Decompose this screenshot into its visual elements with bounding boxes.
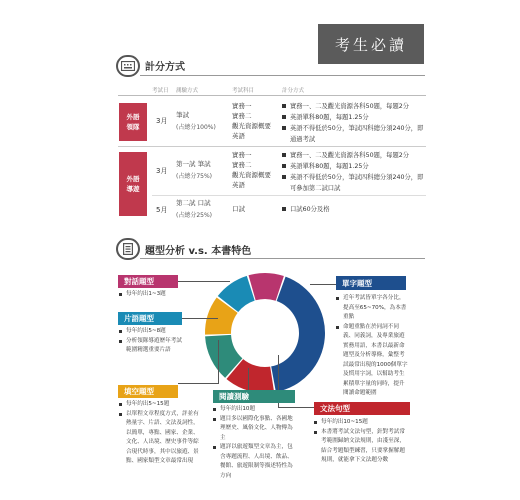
document-icon	[116, 238, 140, 260]
category-dialogue: 對話題型	[118, 275, 178, 288]
category-vocabulary: 單字題型	[336, 276, 406, 290]
category-phrase: 片語題型	[118, 312, 182, 325]
section-divider	[140, 258, 425, 259]
row-exam-type: 筆試	[176, 111, 189, 119]
row-exam-type: 第二試 口試	[176, 199, 211, 207]
row-divider	[152, 195, 426, 196]
table-header-line	[118, 95, 426, 96]
row-month: 3月	[156, 117, 168, 125]
row-subjects: 口試	[232, 205, 245, 213]
row-divider	[118, 146, 426, 147]
row-month: 5月	[156, 206, 168, 214]
row-rules: 口試60分及格	[282, 204, 427, 215]
section-title-analysis: 題型分析 v.s. 本書特色	[145, 246, 252, 257]
row-weight: (占總分75%)	[176, 173, 213, 180]
header-exam-date: 考試日	[152, 88, 169, 94]
header-exam-method: 測驗方式	[176, 88, 199, 94]
row-subjects: 實務一 實務二 觀光資源概要 英語	[232, 102, 271, 140]
leader-line	[310, 284, 336, 285]
row-rules: 實務一、二及觀光資源各科50題，每題2分 英語單科80題，每題1.25分 英語不得低於50分，筆試四科總分須240分，即通過考試	[282, 101, 427, 145]
category-dialogue-notes: 每年約出1~3題	[119, 290, 181, 300]
row-weight: (占總分100%)	[176, 124, 216, 131]
row-weight: (占總分25%)	[176, 212, 213, 219]
category-grammar: 文法句型	[314, 402, 410, 415]
category-label-tour-guide: 外語導遊	[119, 152, 147, 216]
leader-line	[178, 281, 230, 282]
header-scoring: 計分方式	[282, 88, 305, 94]
section-title-scoring: 計分方式	[145, 62, 185, 73]
leader-line	[218, 340, 219, 384]
section-divider	[140, 75, 425, 76]
category-cloze: 填空題型	[118, 385, 178, 398]
category-phrase-notes: 每年約出5~8題 分析領隊導遊歷年考試範圍精選重要片語	[119, 327, 183, 356]
category-reading: 閱讀測驗	[213, 390, 295, 403]
category-cloze-notes: 每年約出5~15題 以單程文章程度方式，評並有熱量字、片語、文法及詞性，以簡單，專點、國家、企業、文化、人出境、歷史事件等綜合現代時事，其中以旅遊、景點、國家類型文章最常出現	[119, 400, 199, 467]
keyboard-icon	[116, 55, 140, 77]
category-reading-notes: 每年約出10題 題目多以國際化事點、各國地理歷史、風俗文化、人物傳為主 題詳以旅遊類型文章為主，包含專題流程、人出境、飲品、餐館、旅遊限制等描述特性為方向	[213, 405, 295, 481]
category-label-tour-leader: 外語領隊	[119, 103, 147, 141]
question-type-donut-chart	[200, 268, 330, 398]
donut-slice-1	[271, 277, 325, 392]
row-subjects: 實務一 實務二 觀光資源概要 英語	[232, 151, 271, 189]
must-read-banner	[318, 24, 424, 64]
category-grammar-notes: 每年約出10~15題 本書將考試文法句型，針對考試常考範圍歸納文法規則，由淺至深，結合考題類型練習，只要掌握解題規則，就能拿下文法題分數	[314, 418, 409, 466]
row-exam-type: 第一試 筆試	[176, 160, 211, 168]
category-vocabulary-notes: 近年考試皆單字各分比，提高至65~70%，為本書重點 命題重點在於同詞不同義、同義詞，及專業旅遊實務用語，本書以最新命題型及分析導條，彙整考試最常出現的1000個單字及慣用字詞，以幫助考生累積單字量的同時，提升閱讀命題範圍	[336, 294, 408, 399]
header-subject: 考試科目	[232, 88, 255, 94]
leader-line	[248, 368, 249, 390]
banner-title: 考生必讀	[334, 35, 407, 54]
leader-line	[182, 318, 218, 319]
leader-line	[178, 383, 218, 384]
row-rules: 實務一、二及觀光資源各科50題，每題2分 英語單科80題，每題1.25分 英語不得低於50分，筆試四科總分須240分，即可參加第二試口試	[282, 150, 427, 194]
row-month: 3月	[156, 167, 168, 175]
